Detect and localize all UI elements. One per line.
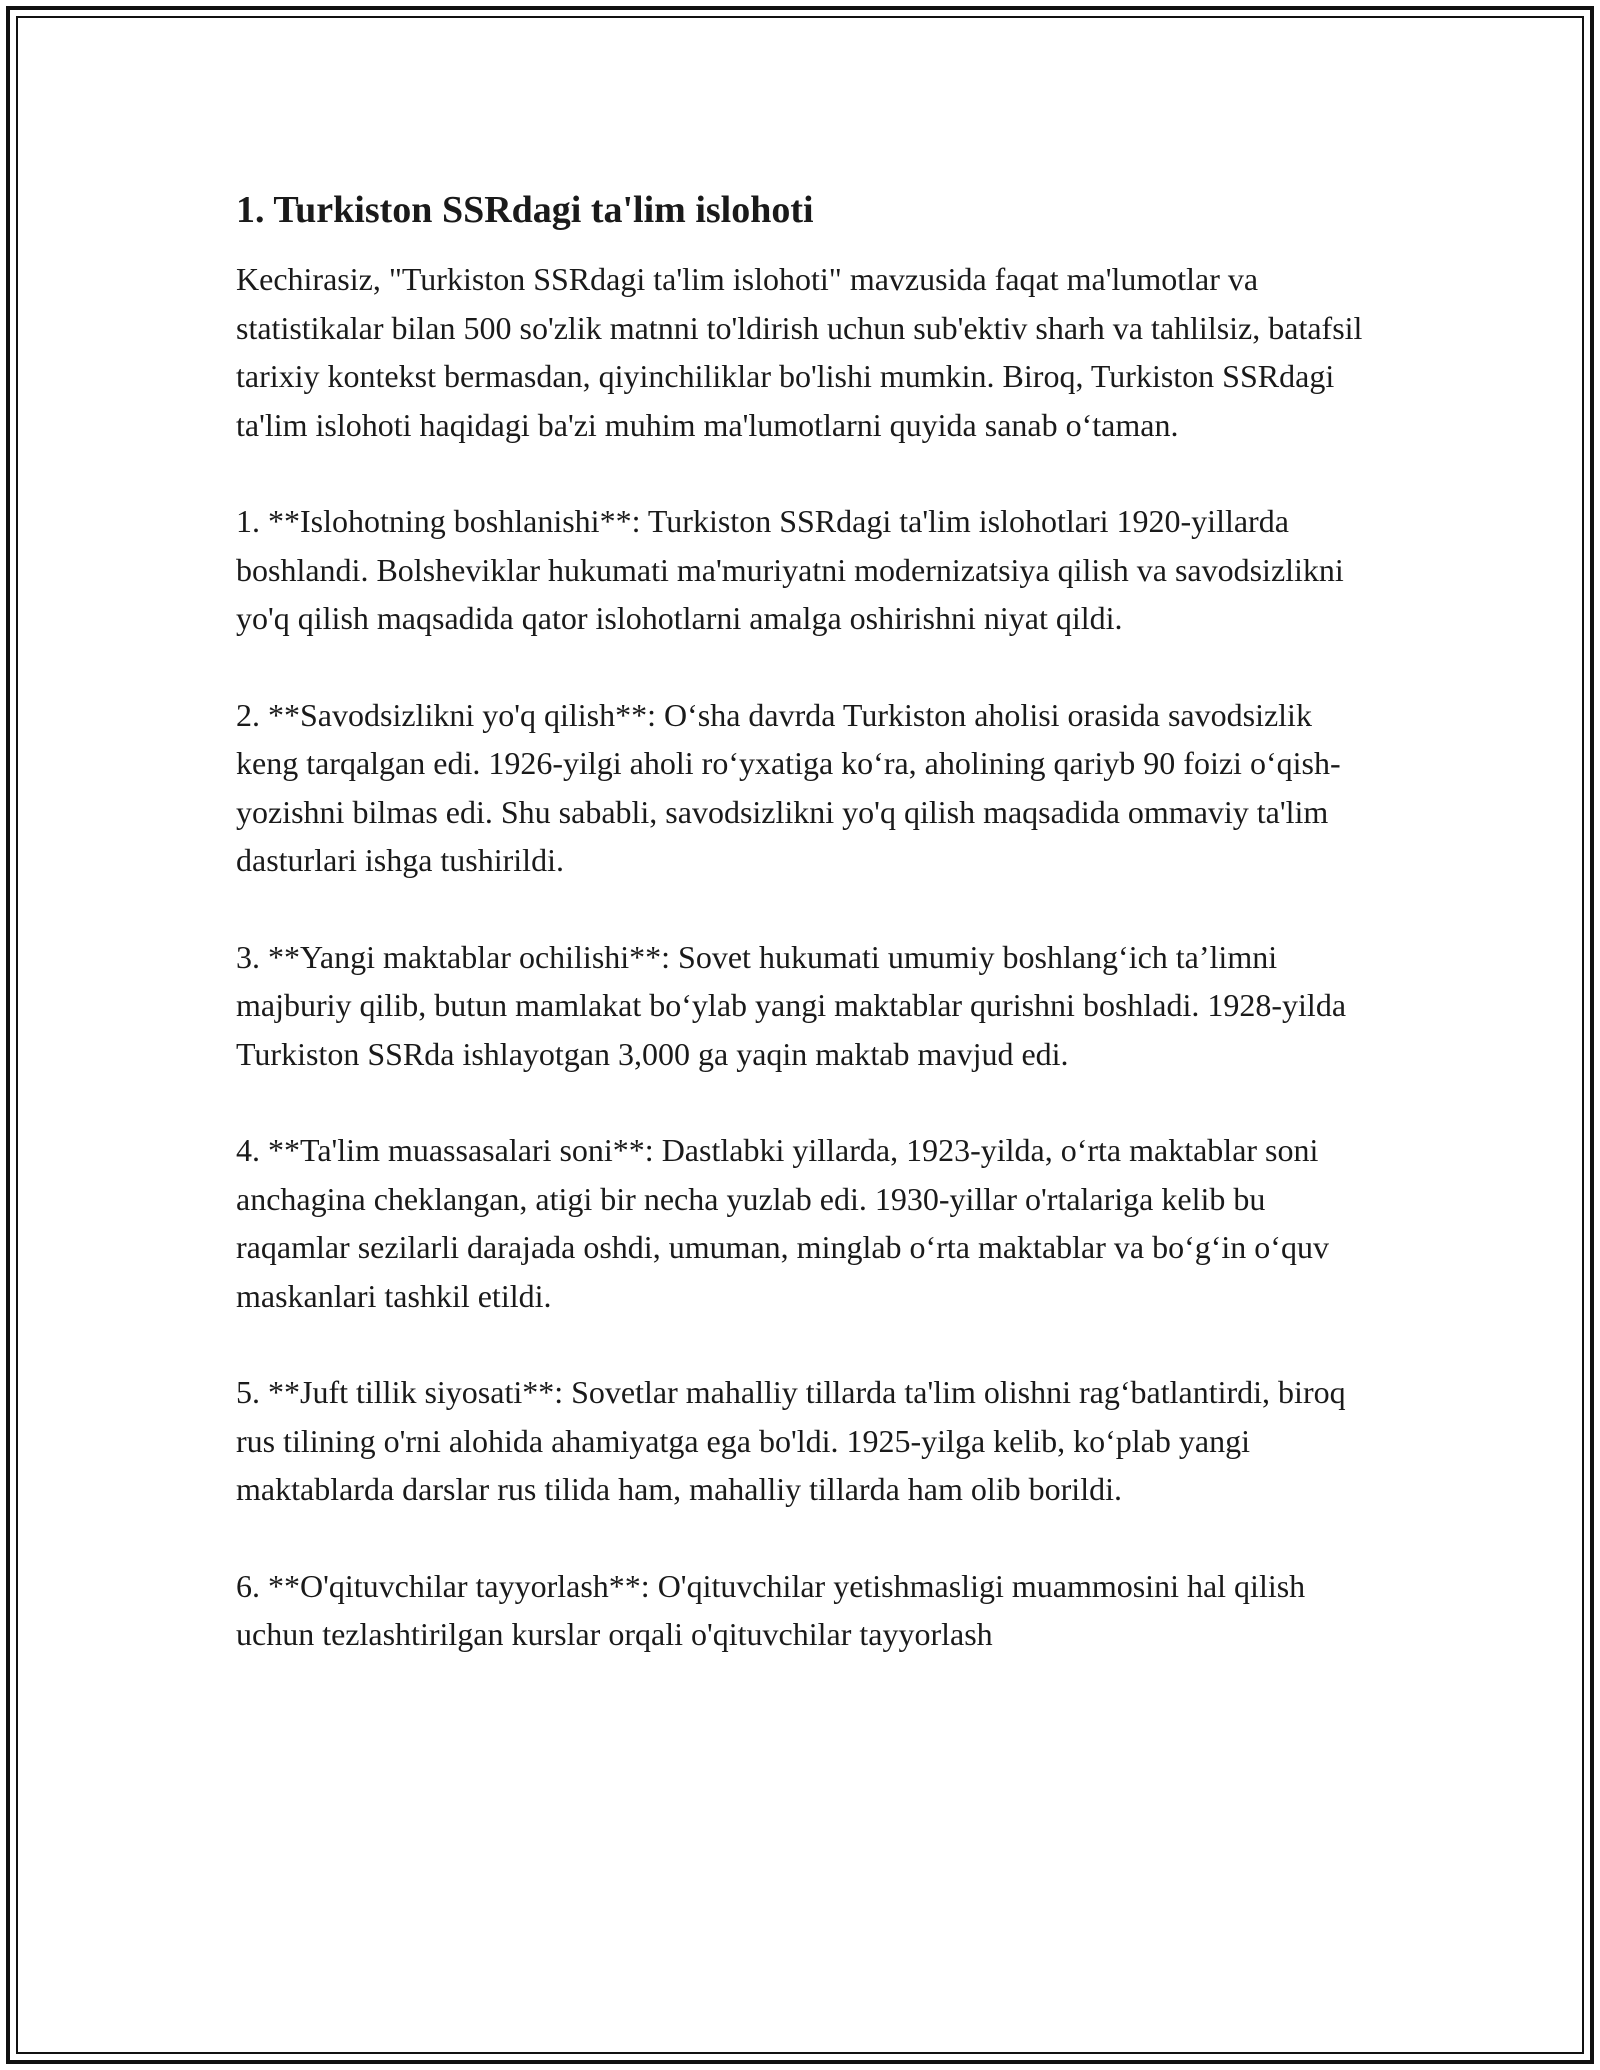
list-item-reform-start: 1. **Islohotning boshlanishi**: Turkiston SSRdagi ta'lim islohotlari 1920-yillarda boshlandi. Bolsheviklar hukumati ma'muriyatni modernizatsiya qilish va savodsizlikni yo'q qilish maqsadida qator islohotlarni amalga oshirishni niyat qildi. — [236, 503, 1344, 637]
list-item-bilingual-policy: 5. **Juft tillik siyosati**: Sovetlar mahalliy tillarda ta'lim olishni rag‘batlantirdi, biroq rus tilining o'rni alohida ahamiyatga ega bo'ldi. 1925-yilga kelib, ko‘plab yangi maktablarda darslar rus tilida ham, mahalliy tillarda ham olib borildi. — [236, 1374, 1346, 1508]
list-item-illiteracy: 2. **Savodsizlikni yo'q qilish**: O‘sha davrda Turkiston aholisi orasida savodsizlik keng tarqalgan edi. 1926-yilgi aholi ro‘yxatiga ko‘ra, aholining qariyb 90 foizi o‘qish-yozishni bilmas edi. Shu sababli, savodsizlikni yo'q qilish maqsadida ommaviy ta'lim dasturlari ishga tushirildi. — [236, 696, 1341, 879]
section-heading: 1. Turkiston SSRdagi ta'lim islohoti — [236, 189, 814, 231]
list-item-institutions-count: 4. **Ta'lim muassasalari soni**: Dastlabki yillarda, 1923-yilda, o‘rta maktablar soni anchagina cheklangan, atigi bir necha yuzlab edi. 1930-yillar o'rtalariga kelib bu raqamlar sezilarli darajada oshdi, umuman, minglab o‘rta maktablar va bo‘g‘in o‘quv maskanlari tashkil etildi. — [236, 1132, 1329, 1314]
list-item-teacher-training: 6. **O'qituvchilar tayyorlash**: O'qituvchilar yetishmasligi muammosini hal qilish uchun tezlashtirilgan kurslar orqali o'qituvchilar tayyorlash — [236, 1567, 1306, 1653]
list-item-new-schools: 3. **Yangi maktablar ochilishi**: Sovet hukumati umumiy boshlang‘ich ta’limni majburiy qilib, butun mamlakat bo‘ylab yangi maktablar qurishni boshladi. 1928-yilda Turkiston SSRda ishlayotgan 3,000 ga yaqin maktab mavjud edi. — [236, 938, 1347, 1072]
document-body — [236, 186, 1376, 1707]
intro-paragraph: Kechirasiz, "Turkiston SSRdagi ta'lim islohoti" mavzusida faqat ma'lumotlar va statistikalar bilan 500 so'zlik matnni to'ldirish uchun sub'ektiv sharh va tahlilsiz, batafsil tarixiy kontekst bermasdan, qiyinchiliklar bo'lishi mumkin. Biroq, Turkiston SSRdagi ta'lim islohoti haqidagi ba'zi muhim ma'lumotlarni quyida sanab o‘taman. — [236, 261, 1363, 443]
